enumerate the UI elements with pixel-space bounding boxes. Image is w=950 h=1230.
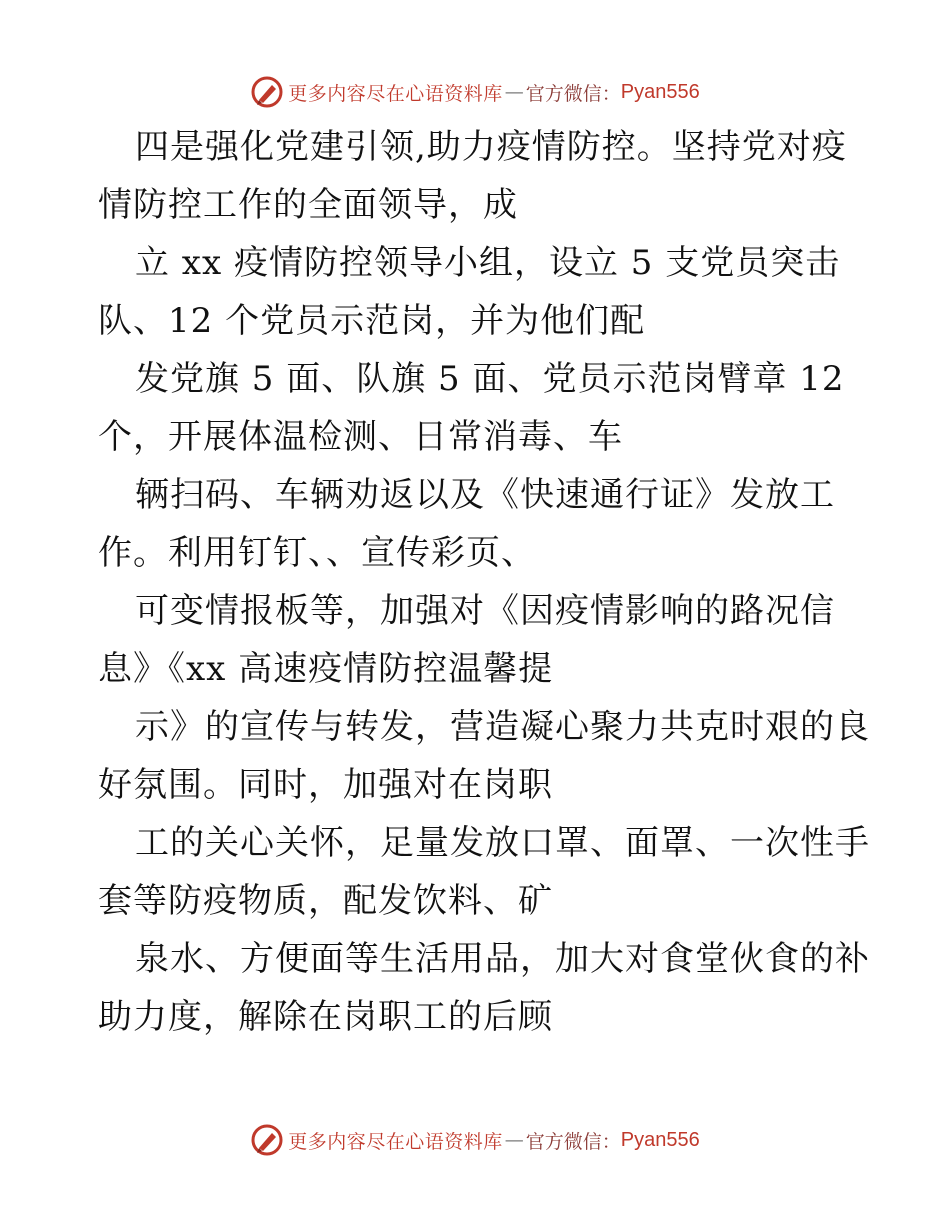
body-line-3: 立 xx 疫情防控领导小组，设立 5 支党员突击 xyxy=(135,243,841,283)
footer-wechat-id: Pyan556 xyxy=(620,1128,700,1151)
footer-wechat-label: 官方微信： xyxy=(525,1130,621,1153)
body-line-1: 四是强化党建引领,助力疫情防控。坚持党对疫 xyxy=(135,127,847,167)
pen-logo-icon xyxy=(250,75,284,109)
body-line-8: 作。利用钉钉、、宣传彩页、 xyxy=(98,533,536,573)
body-line-16: 助力度，解除在岗职工的后顾 xyxy=(98,997,553,1037)
pen-logo-icon xyxy=(250,1123,284,1157)
header-banner xyxy=(0,72,950,112)
body-line-6: 个，开展体温检测、日常消毒、车 xyxy=(98,417,623,457)
body-line-15: 泉水、方便面等生活用品，加大对食堂伙食的补 xyxy=(135,939,870,979)
header-wechat-label: 官方微信： xyxy=(525,82,621,105)
footer-brand-text: 更多内容尽在心语资料库 xyxy=(288,1130,503,1153)
body-line-7: 辆扫码、车辆劝返以及《快速通行证》发放工 xyxy=(135,475,835,515)
body-line-4: 队、12 个党员示范岗，并为他们配 xyxy=(98,301,646,341)
body-line-10: 息》《xx 高速疫情防控温馨提 xyxy=(98,649,554,689)
header-brand-text: 更多内容尽在心语资料库 xyxy=(288,82,503,105)
body-line-5: 发党旗 5 面、队旗 5 面、党员示范岗臂章 12 xyxy=(135,359,845,399)
footer-separator: — xyxy=(504,1129,524,1151)
body-line-14: 套等防疫物质，配发饮料、矿 xyxy=(98,881,553,921)
footer-banner xyxy=(0,1120,950,1160)
body-line-9: 可变情报板等，加强对《因疫情影响的路况信 xyxy=(135,591,835,631)
body-line-2: 情防控工作的全面领导，成 xyxy=(98,185,518,225)
body-line-12: 好氛围。同时，加强对在岗职 xyxy=(98,765,553,805)
body-line-13: 工的关心关怀，足量发放口罩、面罩、一次性手 xyxy=(135,823,870,863)
header-separator: — xyxy=(504,81,524,103)
header-wechat-id: Pyan556 xyxy=(620,80,700,103)
body-line-11: 示》的宣传与转发，营造凝心聚力共克时艰的良 xyxy=(135,707,870,747)
